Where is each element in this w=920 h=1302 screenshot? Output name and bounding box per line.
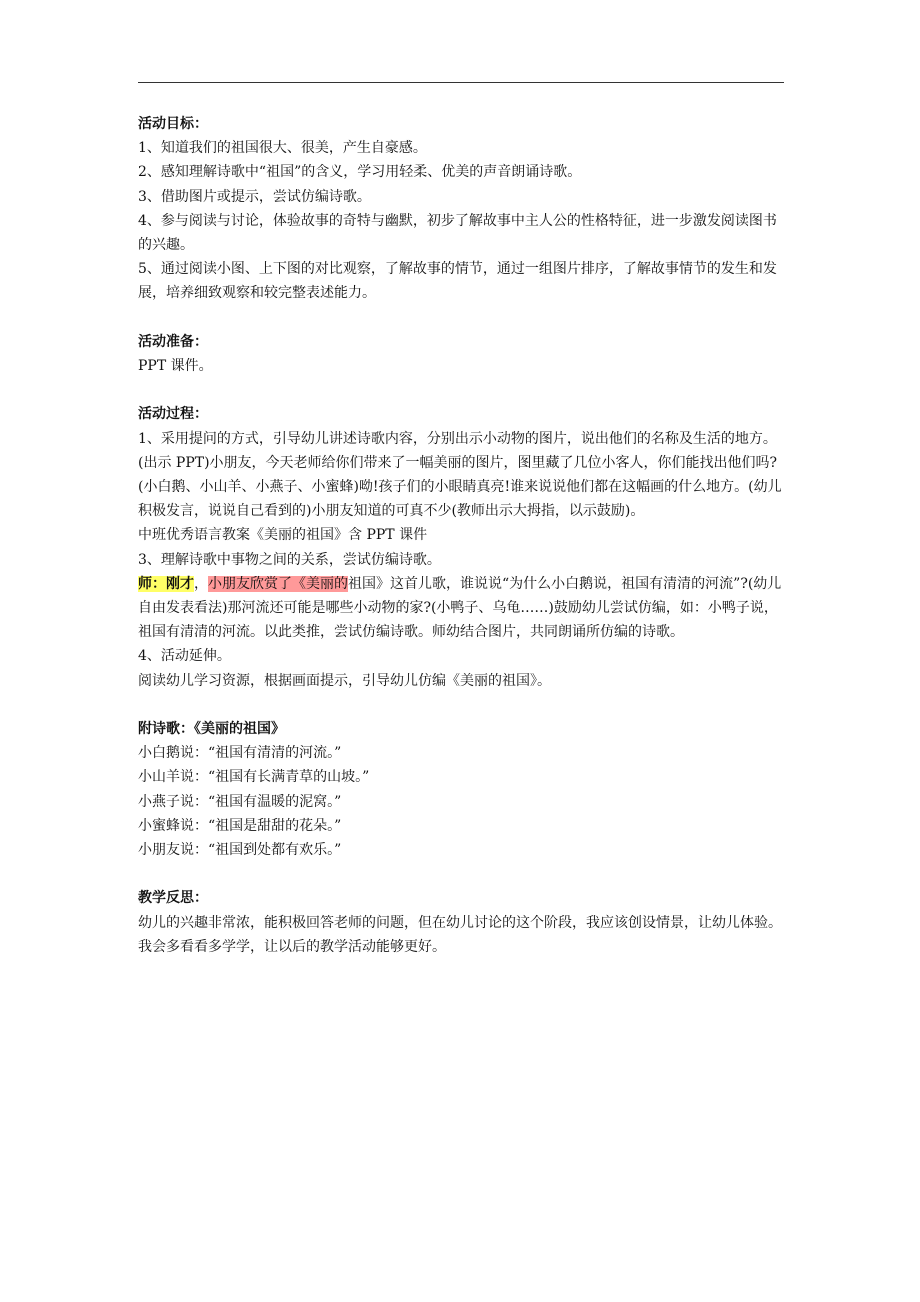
process-section bbox=[138, 402, 788, 692]
poem-section bbox=[138, 717, 788, 862]
highlight-yellow-text: 师：刚才 bbox=[138, 575, 194, 592]
reflection-heading: 教学反思： bbox=[138, 890, 208, 907]
spacer bbox=[138, 306, 788, 330]
teacher-dialogue bbox=[138, 572, 788, 645]
prep-section bbox=[138, 330, 788, 378]
spacer bbox=[138, 378, 788, 402]
goal-item: 4、参与阅读与讨论，体验故事的奇特与幽默，初步了解故事中主人公的性格特征，进一步激发阅读图书的兴趣。 bbox=[138, 212, 777, 254]
prep-text: PPT 课件。 bbox=[138, 358, 213, 375]
dialogue-rest: 祖国》这首儿歌，谁说说“为什么小白鹅说，祖国有清清的河流”?(幼儿自由发表看法)那河流还可能是哪些小动物的家?(小鸭子、乌龟……)鼓励幼儿尝试仿编，如：小鸭子说，祖国有清清的河流。以此类推，尝试仿编诗歌。师幼结合图片，共同朗诵所仿编的诗歌。 bbox=[138, 575, 782, 641]
poem-line: 小白鹅说：“祖国有清清的河流。” bbox=[138, 745, 342, 762]
goal-item: 3、借助图片或提示，尝试仿编诗歌。 bbox=[138, 188, 371, 205]
process-step-4-detail: 阅读幼儿学习资源，根据画面提示，引导幼儿仿编《美丽的祖国》。 bbox=[138, 672, 551, 689]
prep-heading: 活动准备： bbox=[138, 333, 208, 350]
spacer bbox=[138, 693, 788, 717]
goal-item: 5、通过阅读小图、上下图的对比观察，了解故事的情节，通过一组图片排序，了解故事情节的发生和发展，培养细致观察和较完整表述能力。 bbox=[138, 261, 777, 302]
poem-line: 小蜜蜂说：“祖国是甜甜的花朵。” bbox=[138, 817, 342, 834]
poem-line: 小燕子说：“祖国有温暖的泥窝。” bbox=[138, 793, 342, 810]
poem-line: 小朋友说：“祖国到处都有欢乐。” bbox=[138, 842, 342, 859]
process-step-4: 4、活动延伸。 bbox=[138, 648, 231, 665]
poem-title: 附诗歌：《美丽的祖国》 bbox=[138, 721, 285, 738]
goals-heading: 活动目标： bbox=[138, 116, 208, 132]
document-body bbox=[138, 112, 788, 959]
goal-item: 1、知道我们的祖国很大、很美，产生自豪感。 bbox=[138, 140, 427, 157]
poem-line: 小山羊说：“祖国有长满青草的山坡。” bbox=[138, 769, 370, 786]
spacer bbox=[138, 862, 788, 886]
highlight-red-text: 小朋友欣赏了《美丽的 bbox=[208, 575, 348, 592]
process-heading: 活动过程： bbox=[138, 406, 208, 423]
header-rule bbox=[138, 82, 784, 83]
reflection-section bbox=[138, 886, 788, 959]
process-step-3: 3、理解诗歌中事物之间的关系，尝试仿编诗歌。 bbox=[138, 551, 441, 568]
reflection-text: 幼儿的兴趣非常浓，能积极回答老师的问题，但在幼儿讨论的这个阶段，我应该创设情景，让幼儿体验。我会多看看多学学，让以后的教学活动能够更好。 bbox=[138, 914, 782, 955]
goals-section bbox=[138, 112, 788, 306]
goal-item: 2、感知理解诗歌中“祖国”的含义，学习用轻柔、优美的声音朗诵诗歌。 bbox=[138, 164, 582, 181]
process-step-1: 1、采用提问的方式，引导幼儿讲述诗歌内容，分别出示小动物的图片，说出他们的名称及生活的地方。 bbox=[138, 430, 777, 447]
process-step-1-detail: (出示 PPT)小朋友，今天老师给你们带来了一幅美丽的图片，图里藏了几位小客人，你们能找出他们吗?(小白鹅、小山羊、小燕子、小蜜蜂)呦!孩子们的小眼睛真亮!谁来说说他们都在这幅画的什么地方。(幼儿积极发言，说说自己看到的)小朋友知道的可真不少(教师出示大拇指，以示鼓励)。 bbox=[138, 454, 782, 520]
document-title-line: 中班优秀语言教案《美丽的祖国》含 PPT 课件 bbox=[138, 527, 428, 544]
dialogue-comma: ， bbox=[194, 575, 208, 592]
